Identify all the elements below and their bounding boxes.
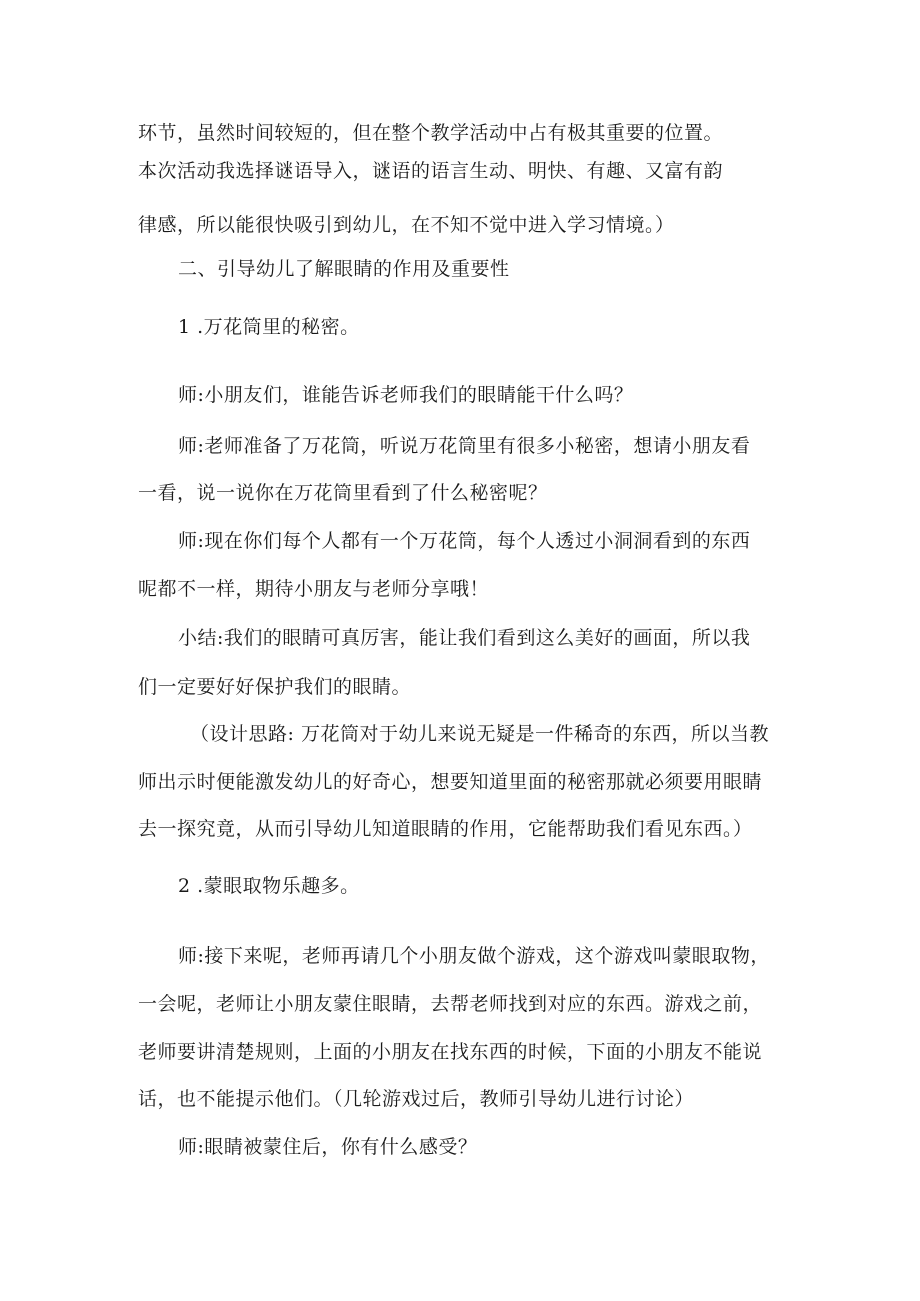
subsection-heading: 2 .蒙眼取物乐趣多。	[178, 875, 360, 897]
text-line: 一看，说一说你在万花筒里看到了什么秘密呢？	[138, 482, 548, 504]
text-line: 话，也不能提示他们。（几轮游戏过后，教师引导幼儿进行讨论）	[138, 1088, 695, 1110]
text-line: 小结:我们的眼睛可真厉害，能让我们看到这么美好的画面，所以我	[178, 627, 751, 649]
text-line: 去一探究竟，从而引导幼儿知道眼睛的作用，它能帮助我们看见东西。）	[138, 818, 753, 840]
text-line: 呢都不一样，期待小朋友与老师分享哦！	[138, 578, 490, 600]
text-line: 本次活动我选择谜语导入，谜语的语言生动、明快、有趣、又富有韵	[138, 160, 724, 182]
text-line: 师:老师准备了万花筒，听说万花筒里有很多小秘密，想请小朋友看	[178, 435, 751, 457]
section-heading: 二、引导幼儿了解眼睛的作用及重要性	[178, 258, 510, 280]
text-line: 律感，所以能很快吸引到幼儿，在不知不觉中进入学习情境。）	[138, 214, 675, 236]
text-line: 一会呢，老师让小朋友蒙住眼睛，去帮老师找到对应的东西。游戏之前，	[138, 993, 763, 1015]
text-line: 师:接下来呢，老师再请几个小朋友做个游戏，这个游戏叫蒙眼取物，	[178, 945, 770, 967]
text-line: 们一定要好好保护我们的眼睛。	[138, 676, 412, 698]
text-line: 老师要讲清楚规则，上面的小朋友在找东西的时候，下面的小朋友不能说	[138, 1041, 763, 1063]
text-line: （设计思路: 万花筒对于幼儿来说无疑是一件稀奇的东西，所以当教	[190, 723, 769, 745]
subsection-heading: 1 .万花筒里的秘密。	[178, 316, 360, 338]
text-line: 师出示时便能激发幼儿的好奇心，想要知道里面的秘密那就必须要用眼睛	[138, 771, 763, 793]
text-line: 师:现在你们每个人都有一个万花筒，每个人透过小洞洞看到的东西	[178, 530, 751, 552]
text-line: 师:小朋友们，谁能告诉老师我们的眼睛能干什么吗？	[178, 384, 634, 406]
text-line: 环节，虽然时间较短的，但在整个教学活动中占有极其重要的位置。	[138, 122, 724, 144]
text-line: 师:眼睛被蒙住后，你有什么感受？	[178, 1136, 478, 1158]
